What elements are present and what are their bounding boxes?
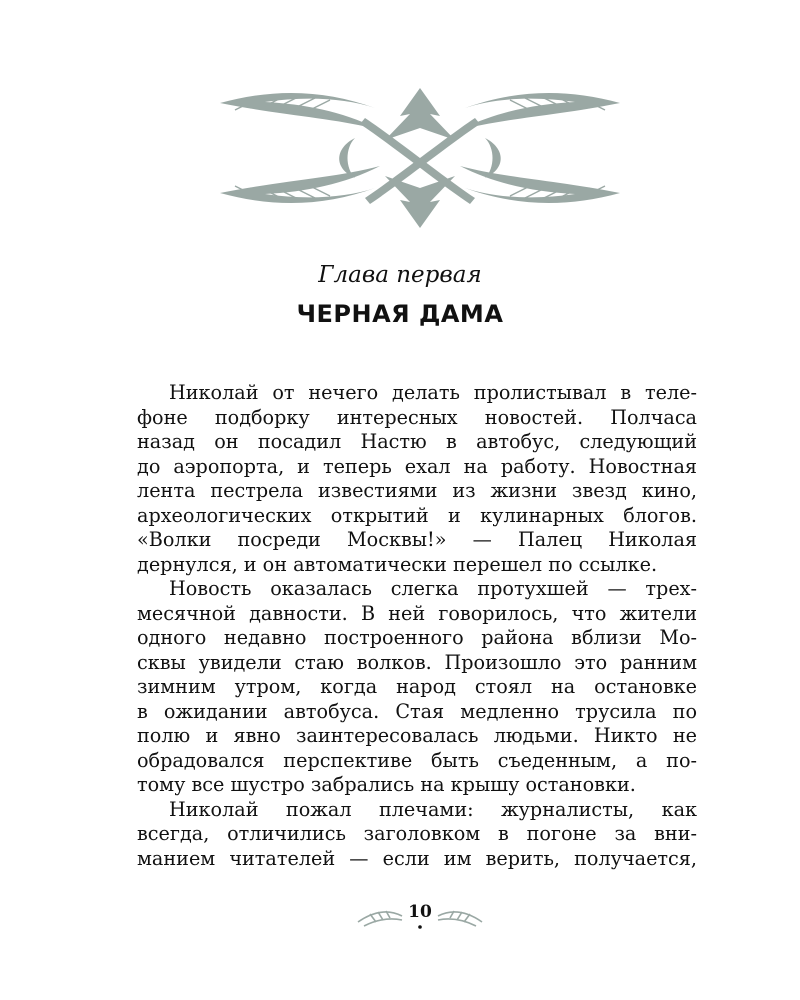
text-line: археологических открытий и кулинарных блогов. (137, 503, 697, 527)
paragraph (137, 798, 697, 872)
text-line: всегда, отличились заголовком в погоне за вни- (137, 822, 697, 845)
text-line: до аэропорта, и теперь ехал на работу. Новостная (137, 454, 697, 478)
text-line: одного недавно построенного района вблизи Мо- (137, 626, 697, 649)
chapter-title: ЧЕРНАЯ ДАМА (296, 300, 504, 328)
text-line: обрадовался перспективе быть съеденным, а по- (137, 748, 697, 772)
text-line: лента пестрела известиями из жизни звезд кино, (137, 479, 697, 502)
text-line: фоне подборку интересных новостей. Полчаса (137, 405, 697, 429)
text-line: тому все шустро забрались на крышу остановки. (137, 773, 636, 796)
text-line: полю и явно заинтересовалась людьми. Никто не (137, 724, 697, 747)
text-line: Николай от нечего делать пролистывал в теле- (169, 381, 697, 404)
text-line: Новость оказалась слегка протухшей — трех- (169, 577, 697, 600)
text-line: «Волки посреди Москвы!» — Палец Николая (137, 528, 697, 551)
page-footer (350, 902, 490, 932)
paragraph (137, 381, 697, 577)
paragraph (137, 577, 697, 798)
text-line: в ожидании автобуса. Стая медленно трусила по (137, 699, 697, 723)
chapter-label: Глава первая (318, 262, 482, 288)
body-text (137, 381, 697, 871)
text-line: зимним утром, когда народ стоял на остановке (137, 675, 697, 698)
text-line: Николай пожал плечами: журналисты, как (169, 797, 697, 821)
text-line: дернулся, и он автоматически перешел по ссылке. (137, 552, 658, 576)
text-line: назад он посадил Настю в автобус, следующий (137, 430, 697, 453)
text-line: манием читателей — если им верить, получается, (137, 846, 697, 870)
text-line: месячной давности. В ней говорилось, что жители (137, 601, 697, 625)
page-number: 10 (408, 902, 432, 922)
decorative-ornament (215, 78, 625, 238)
text-line: сквы увидели стаю волков. Произошло это ранним (137, 650, 697, 674)
